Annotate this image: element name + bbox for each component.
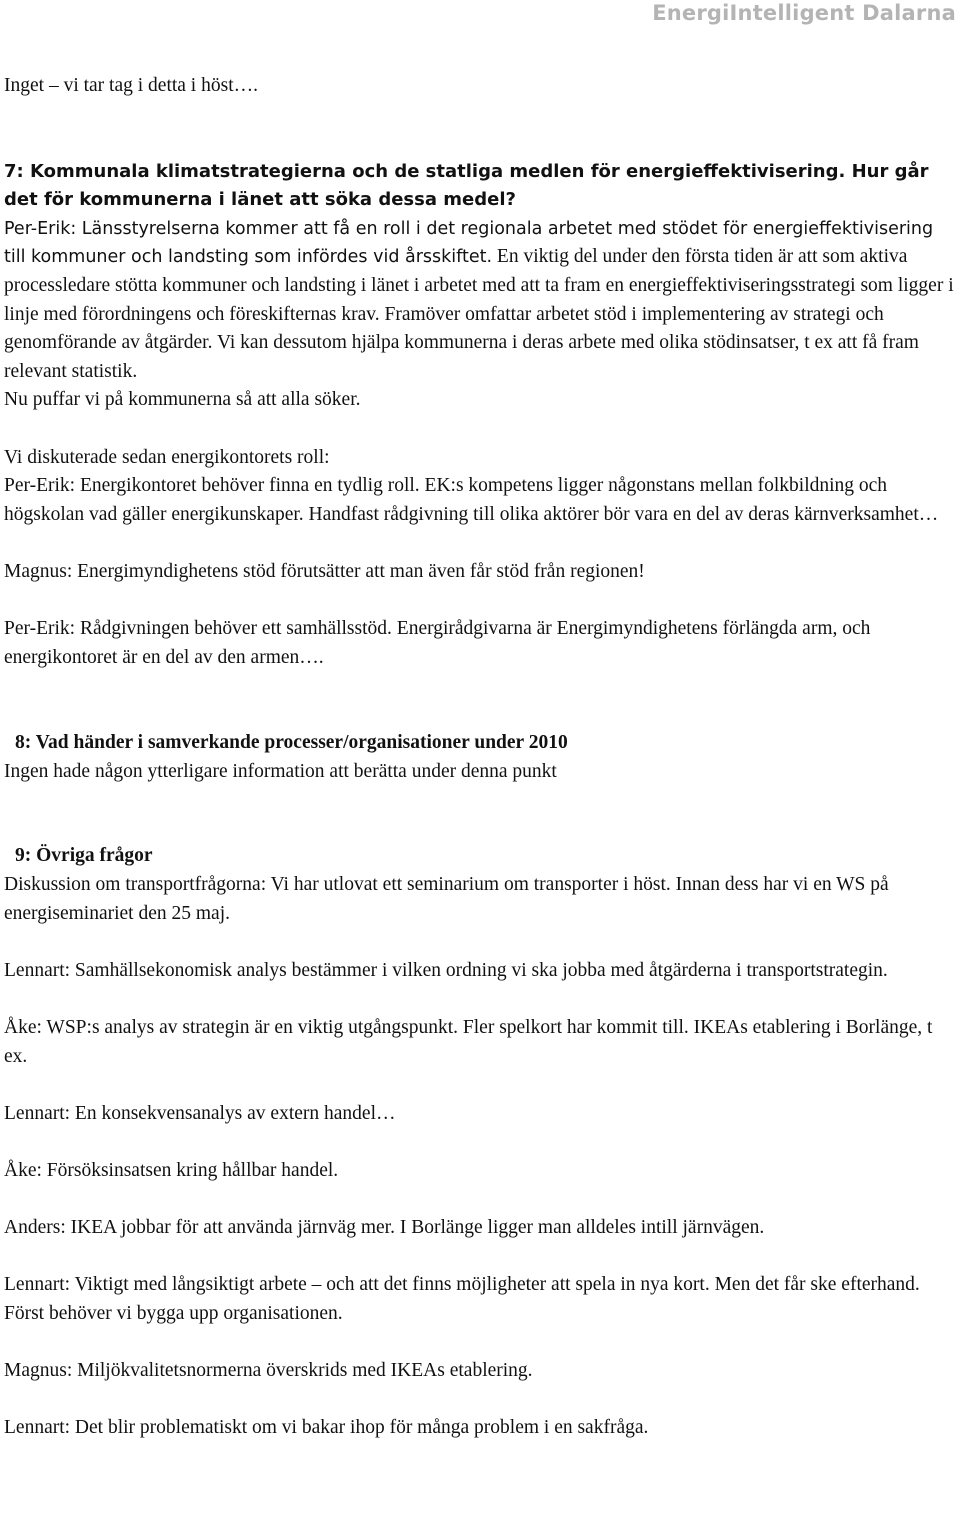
section9-paragraph: Åke: WSP:s analys av strategin är en viktig utgångspunkt. Fler spelkort har kommit till. IKEAs etablering i Borlänge, t ex. [4,1017,933,1067]
section9-paragraph: Magnus: Miljökvalitetsnormerna överskrids med IKEAs etablering. [4,1360,533,1382]
section9-paragraph: Åke: Försöksinsatsen kring hållbar handel. [4,1160,339,1181]
discussion-per-erik-1: Per-Erik: Energikontoret behöver finna en tydlig roll. EK:s kompetens ligger någonstans mellan folkbildning och högskolan vad gäller energikunskaper. Handfast rådgivning till olika aktörer bör vara en del av deras kärnverksamhet… [4,475,939,525]
section7-question: 7: Kommunala klimatstrategierna och de statliga medlen för energieffektivisering. Hur går det för kommunerna i länet att söka dessa medel? [4,160,929,211]
section9-paragraph: Lennart: Samhällsekonomisk analys bestämmer i vilken ordning vi ska jobba med åtgärderna i transportstrategin. [4,959,888,981]
section7-answer-rest: En viktig del under den första tiden är att som aktiva processledare stötta kommuner och landsting i länet i arbetet med att ta fram en energieffektiviseringsstrategi som ligger i linje med förordningens och föreskifternas krav. Framöver omfattar arbetet stöd i implementering av strategi och genomförande av åtgärder. Vi kan dessutom hjälpa kommunerna i deras arbete med olika stödinsatser, t ex att få fram relevant statistik. [4,246,954,382]
section7-answer-lead: Per-Erik: Länsstyrelserna kommer att få en roll i det regionala arbetet med stödet för energieffektivisering till kommuner och landsting som infördes vid årsskiftet. [4,218,934,268]
section8-heading: 8: Vad händer i samverkande processer/organisationer under 2010 [15,732,568,754]
document-header-brand: EnergiIntelligent Dalarna [652,1,956,25]
section9-paragraph: Lennart: Viktigt med långsiktigt arbete – och att det finns möjligheter att spela in nya kort. Men det får ske efterhand. Först behöver vi bygga upp organisationen. [4,1274,920,1324]
document-body [4,72,954,1443]
section8-text: Ingen hade någon ytterligare information att berätta under denna punkt [4,760,557,782]
discussion-magnus-1: Magnus: Energimyndighetens stöd förutsätter att man även får stöd från regionen! [4,560,645,582]
section7-answer [4,215,954,387]
intro-text: Inget – vi tar tag i detta i höst…. [4,75,258,96]
section7-closing: Nu puffar vi på kommunerna så att alla söker. [4,389,361,411]
discussion-per-erik-2: Per-Erik: Rådgivningen behöver ett samhällsstöd. Energirådgivarna är Energimyndighetens förlängda arm, och energikontoret är en del av den armen…. [4,618,871,668]
section9-paragraph: Diskussion om transportfrågorna: Vi har utlovat ett seminarium om transporter i höst. Innan dess har vi en WS på energiseminariet den 25 maj. [4,874,889,924]
section9-paragraph: Lennart: En konsekvensanalys av extern handel… [4,1102,396,1124]
discussion-intro: Vi diskuterade sedan energikontorets roll: [4,446,330,468]
section9-heading: 9: Övriga frågor [15,845,153,867]
section9-paragraph: Anders: IKEA jobbar för att använda järnväg mer. I Borlänge ligger man alldeles intill järnvägen. [4,1217,765,1239]
section9-paragraph: Lennart: Det blir problematiskt om vi bakar ihop för många problem i en sakfråga. [4,1417,649,1439]
